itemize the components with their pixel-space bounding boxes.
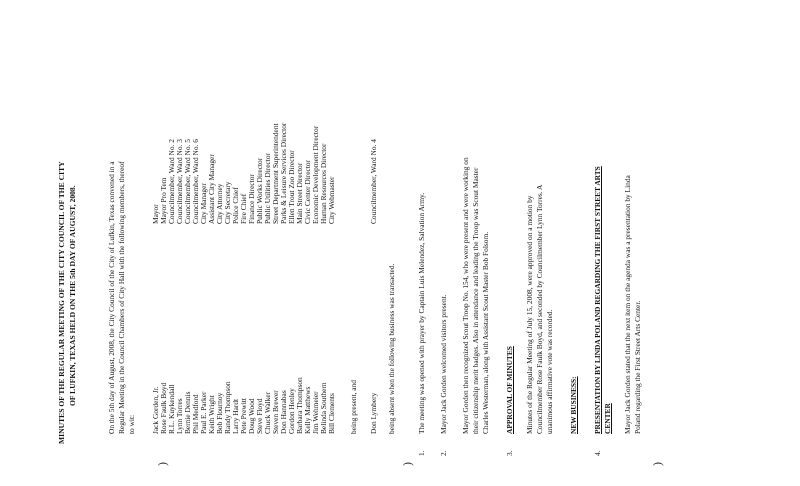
attendee-name: Bernie Dennis — [183, 391, 192, 434]
attendee-title: Public Utilities Director — [263, 152, 272, 224]
attendee-name: Don Hannabas — [279, 390, 288, 434]
attendee-title: Police Chief — [231, 187, 240, 224]
attendee-title: City Manager — [199, 183, 208, 224]
attendee-title: Finance Director — [247, 174, 256, 224]
attendee-name: Belinda Southern — [319, 382, 328, 434]
presentation-line-2: Poland regarding the First Street Arts Center. — [633, 300, 642, 434]
attendee-title: Economic Development Director — [311, 125, 320, 224]
attendee-title: Councilmember, Ward No. 5 — [183, 139, 192, 224]
item-number: 3. — [505, 450, 514, 456]
title-line-1: MINUTES OF THE REGULAR MEETING OF THE CITY COUNCIL OF THE CITY — [57, 161, 66, 444]
attendee-title: Public Works Director — [255, 157, 264, 224]
attendee-name: Doug Wood — [247, 398, 256, 434]
new-business-heading: NEW BUSINESS: — [569, 376, 578, 434]
attendee-name: Gordon Henley — [287, 388, 296, 434]
attendee-name: Steven Brewer — [271, 390, 280, 434]
attendee-title: Street Department Superintendent — [271, 123, 280, 224]
attendee-title: Fire Chief — [239, 193, 248, 224]
item-2-text: Mayor Jack Gorden welcomed visitors present. — [439, 294, 448, 434]
attendee-title: Mayor — [151, 204, 160, 224]
margin-mark: ) — [400, 462, 414, 466]
item-1-text: The meeting was opened with prayer by Captain Luis Melendez, Salvation Army. — [417, 192, 426, 434]
attendee-title: Human Resources Director — [319, 143, 328, 224]
attendee-name: Randy Thompson — [223, 381, 232, 434]
attendee-title: Councilmember, Ward No. 6 — [191, 139, 200, 224]
attendee-name: Jim Wehmeier — [311, 391, 320, 434]
attendee-name: Bill Clements — [327, 393, 336, 434]
attendee-title: Main Street Director — [295, 162, 304, 224]
attendee-name: Keith Wright — [207, 395, 216, 434]
title-line-2: OF LUFKIN, TEXAS HELD ON THE 5th DAY OF AUGUST, 2008. — [68, 185, 77, 406]
attendee-name: Phil Medford — [191, 394, 200, 434]
item-number: 4. — [593, 450, 602, 456]
attendee-name: Steve Floyd — [255, 398, 264, 434]
attendee-name: Jack Gorden, Jr. — [151, 386, 160, 434]
attendee-title: Mayor Pro Tem — [159, 177, 168, 224]
approval-heading: APPROVAL OF MINUTES — [505, 346, 514, 434]
present-label: being present, and — [349, 380, 358, 434]
absent-label: being absent when the following business was transacted. — [387, 263, 396, 434]
scout-paragraph-line-2: their citizenship merit badges. Also in attendance and leading the Troop was Scout Master — [471, 167, 480, 434]
approval-line-3: unanimous affirmative vote was recorded. — [545, 309, 554, 434]
intro-line-3: to wit: — [127, 414, 136, 434]
attendee-name: Chuck Walker — [263, 391, 272, 434]
approval-line-2: Councilmember Rose Faulk Boyd, and seconded by Councilmember Lynn Torres. A — [535, 184, 544, 434]
attendee-name: Lynn Torres — [175, 398, 184, 434]
attendee-name: Rose Faulk Boyd — [159, 382, 168, 434]
attendee-title: City Attorney — [215, 183, 224, 224]
margin-mark: ) — [155, 462, 169, 466]
attendee-name: Paul E. Parker — [199, 391, 208, 434]
approval-line-1: Minutes of the Regular Meeting of July 15, 2008, were approved on a motion by — [525, 195, 534, 434]
attendee-title: Councilmember, Ward No. 2 — [167, 139, 176, 224]
presentation-heading-line-1: PRESENTATION BY LINDA POLAND REGARDING THE FIRST STREET ARTS — [593, 166, 602, 434]
attendee-name: Kelly Matthews — [303, 386, 312, 434]
item-number: 1. — [417, 450, 426, 456]
attendee-name: R.L. Kuykendall — [167, 384, 176, 434]
scout-paragraph-line-1: Mayor Gorden then recognized Scout Troop No. 154, who were present and were working on — [461, 157, 470, 434]
absent-title: Councilmember, Ward No. 4 — [369, 139, 378, 224]
intro-line-1: On the 5th day of August, 2008, the City Council of the City of Lufkin, Texas convened in a — [107, 161, 116, 434]
attendee-name: Larry Hardt — [231, 398, 240, 434]
presentation-heading-line-2: CENTER — [603, 403, 612, 434]
item-number: 2. — [439, 450, 448, 456]
attendee-title: Assistant City Manager — [207, 154, 216, 224]
attendee-title: Councilmember, Ward No. 3 — [175, 139, 184, 224]
attendee-title: City Webmaster — [327, 176, 336, 224]
attendee-name: Barbara Thompson — [295, 377, 304, 434]
attendee-title: Parks & Leisure Services Director — [279, 122, 288, 224]
attendee-title: City Secretary — [223, 181, 232, 224]
margin-mark: ) — [650, 462, 664, 466]
absent-name: Don Lymbery — [369, 392, 378, 434]
attendee-title: Ellen Trout Zoo Director — [287, 150, 296, 224]
scout-paragraph-line-3: Charles Westerman, along with Assistant Scout Master Bob Folsom. — [481, 231, 490, 434]
attendee-name: Bob Flournoy — [215, 392, 224, 434]
intro-line-2: Regular Meeting in the Council Chambers of City Hall with the following members, thereof — [117, 161, 126, 434]
attendee-name: Pete Prewitt — [239, 398, 248, 434]
presentation-line-1: Mayor Jack Gorden stated that the next item on the agenda was a presentation by Linda — [623, 175, 632, 434]
attendee-title: Civic Center Director — [303, 159, 312, 224]
